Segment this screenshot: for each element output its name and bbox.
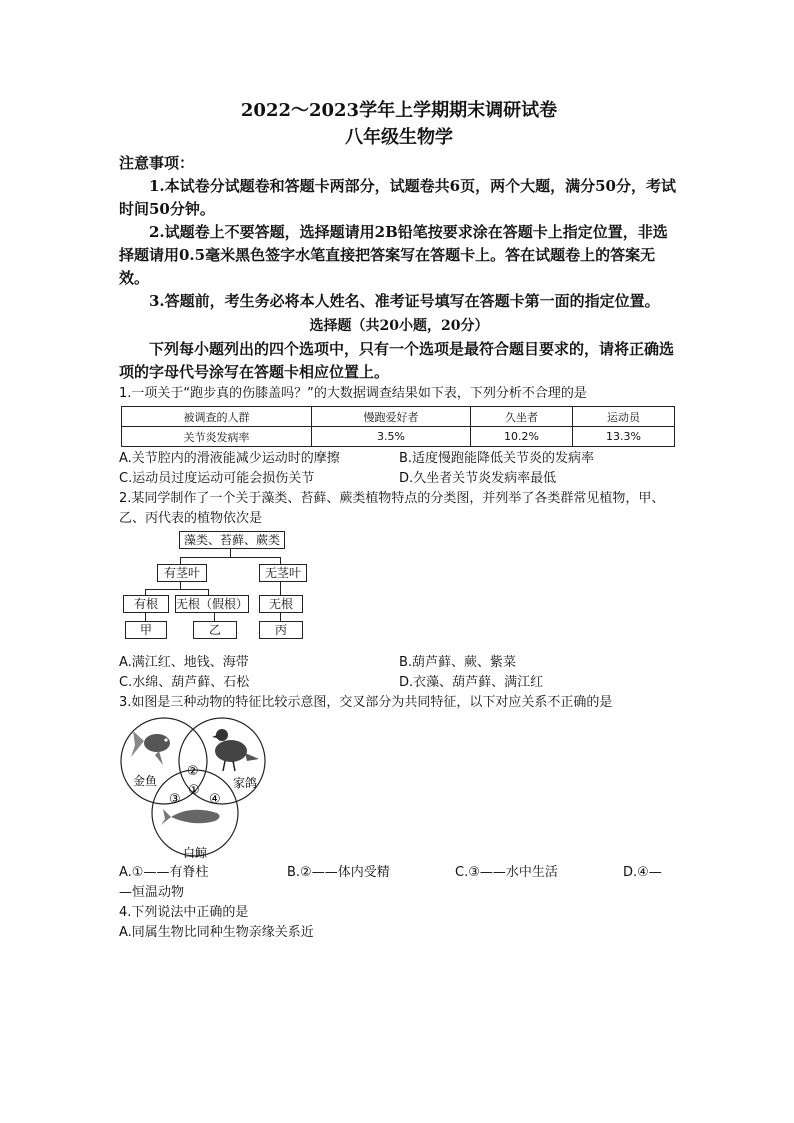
section-heading: 选择题（共20小题，20分） bbox=[309, 318, 489, 334]
q1-option-c: C.运动员过度运动可能会损伤关节 bbox=[119, 471, 315, 486]
notice-item-3: 3.答题前，考生务必将本人姓名、准考证号填写在答题卡第一面的指定位置。 bbox=[149, 292, 660, 310]
venn-label-pigeon: 家鸽 bbox=[233, 776, 258, 790]
q2-option-a: A.满江红、地钱、海带 bbox=[119, 655, 249, 670]
pigeon-icon bbox=[212, 729, 259, 771]
q4-stem: 4.下列说法中正确的是 bbox=[119, 905, 249, 920]
table-row bbox=[122, 407, 675, 427]
diagram-b: 乙 bbox=[193, 621, 237, 639]
table-cell: 10.2% bbox=[470, 427, 572, 447]
classification-diagram bbox=[119, 531, 419, 653]
venn-label-fish: 金鱼 bbox=[133, 774, 158, 788]
q1-option-b: B.适度慢跑能降低关节炎的发病率 bbox=[399, 451, 595, 466]
table-row bbox=[122, 427, 675, 447]
venn-num-3: ③ bbox=[169, 792, 181, 807]
diagram-root: 藻类、苔藓、蕨类 bbox=[179, 531, 285, 549]
q1-option-d: D.久坐者关节炎发病率最低 bbox=[399, 471, 557, 486]
venn-num-2: ② bbox=[187, 764, 199, 779]
diagram-l1: 有根 bbox=[123, 595, 169, 613]
exam-subtitle: 八年级生物学 bbox=[345, 127, 453, 148]
q2-option-c: C.水绵、葫芦藓、石松 bbox=[119, 675, 250, 690]
exam-page bbox=[119, 96, 679, 943]
diagram-c: 丙 bbox=[259, 621, 303, 639]
q1-table bbox=[121, 406, 675, 447]
table-cell: 关节炎发病率 bbox=[122, 427, 312, 447]
q4-option-a: A.同属生物比同种生物亲缘关系近 bbox=[119, 925, 314, 940]
q3-options bbox=[119, 863, 679, 883]
q3-option-c: C.③——水中生活 bbox=[455, 865, 558, 880]
goldfish-icon bbox=[131, 731, 170, 765]
whale-icon bbox=[161, 809, 220, 825]
q2-stem: 2.某同学制作了一个关于藻类、苔藓、蕨类植物特点的分类图，并列举了各类群常见植物，甲、乙、丙代表的植物依次是 bbox=[119, 491, 665, 526]
diagram-right: 无茎叶 bbox=[259, 564, 307, 582]
venn-diagram bbox=[119, 713, 269, 863]
venn-svg bbox=[119, 713, 269, 863]
venn-label-whale: 白鲸 bbox=[183, 846, 208, 860]
q2-options bbox=[119, 653, 679, 693]
notice-heading: 注意事项： bbox=[119, 154, 195, 172]
table-cell: 被调查的人群 bbox=[122, 407, 312, 427]
venn-num-1: ① bbox=[188, 783, 200, 798]
q1-options bbox=[119, 449, 679, 489]
notice-item-1: 1.本试卷分试题卷和答题卡两部分，试题卷共6页，两个大题，满分50分，考试时间50分钟。 bbox=[119, 177, 676, 218]
q3-option-a: A.①——有脊柱 bbox=[119, 865, 209, 880]
diagram-r1: 无根 bbox=[259, 595, 303, 613]
q3-option-d: D.④— bbox=[623, 865, 662, 880]
diagram-a: 甲 bbox=[125, 621, 167, 639]
table-cell: 慢跑爱好者 bbox=[312, 407, 471, 427]
notice-item-2: 2.试题卷上不要答题，选择题请用2B铅笔按要求涂在答题卡上指定位置，非选择题请用0.5毫米黑色签字水笔直接把答案写在答题卡上。答在试题卷上的答案无效。 bbox=[119, 223, 668, 287]
q2-option-d: D.衣藻、葫芦藓、满江红 bbox=[399, 675, 544, 690]
table-cell: 13.3% bbox=[572, 427, 674, 447]
q1-stem: 1.一项关于“跑步真的伤膝盖吗？”的大数据调查结果如下表，下列分析不合理的是 bbox=[119, 386, 587, 401]
section-instruction: 下列每小题列出的四个选项中，只有一个选项是最符合题目要求的，请将正确选项的字母代号涂写在答题卡相应位置上。 bbox=[119, 340, 675, 381]
q1-option-a: A.关节腔内的滑液能减少运动时的摩擦 bbox=[119, 451, 340, 466]
q2-option-b: B.葫芦藓、蕨、紫菜 bbox=[399, 655, 517, 670]
q3-option-b: B.②——体内受精 bbox=[287, 865, 390, 880]
exam-title: 2022～2023学年上学期期末调研试卷 bbox=[240, 100, 558, 121]
diagram-left: 有茎叶 bbox=[157, 564, 207, 582]
q3-option-d-cont: —恒温动物 bbox=[119, 885, 185, 900]
table-cell: 3.5% bbox=[312, 427, 471, 447]
table-cell: 久坐者 bbox=[470, 407, 572, 427]
q3-stem: 3.如图是三种动物的特征比较示意图，交叉部分为共同特征，以下对应关系不正确的是 bbox=[119, 695, 613, 710]
table-cell: 运动员 bbox=[572, 407, 674, 427]
venn-num-4: ④ bbox=[209, 792, 221, 807]
diagram-l2: 无根（假根） bbox=[176, 597, 249, 611]
